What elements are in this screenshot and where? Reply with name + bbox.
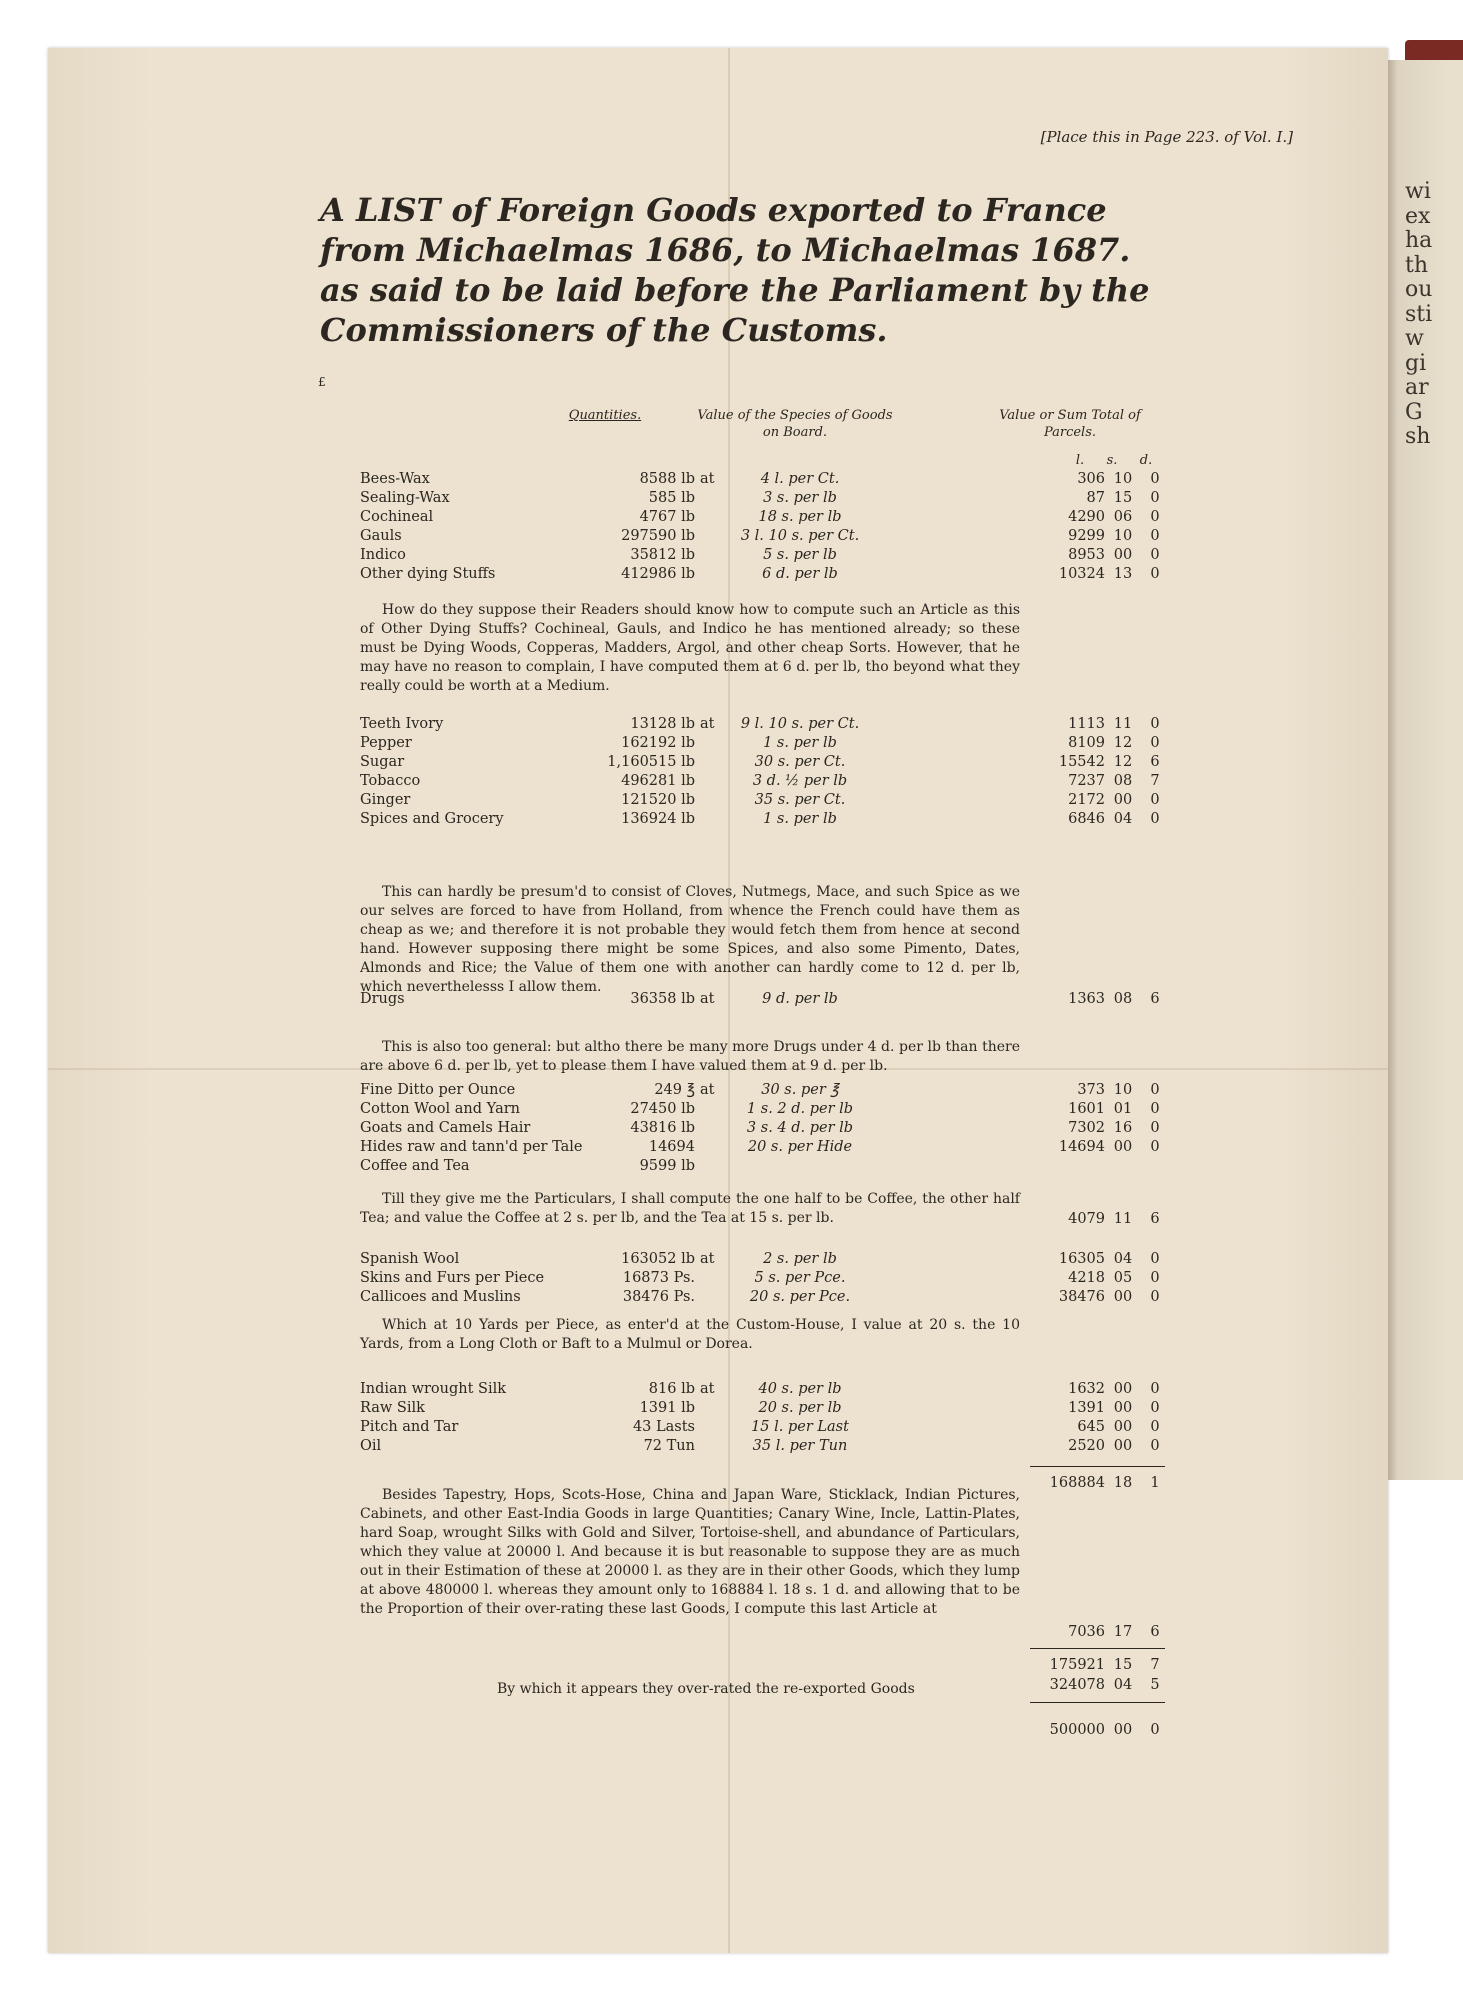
- cell-d: 0: [1150, 471, 1160, 487]
- cell-name: Skins and Furs per Piece: [360, 1270, 545, 1286]
- cell-qty: 27450 lb: [630, 1101, 695, 1117]
- cell-qty: 1,160515 lb: [607, 754, 695, 770]
- cell-name: Raw Silk: [360, 1400, 425, 1416]
- cell-qty: 1391 lb: [639, 1400, 695, 1416]
- cell-rate: 3 s. per lb: [763, 490, 837, 506]
- cell-s: 12: [1113, 735, 1133, 751]
- paragraph-spices: This can hardly be presum'd to consist of Cloves, Nutmegs, Mace, and such Spice as we our selves are forced to have from Holland, from whence the French could have them as cheap as we; and therefore it is not probable they would fetch them from hence at second hand. However supposing there might be some Spices, and also some Pimento, Dates, Almonds and Rice; the Value of them one with another can hardly come to 12 d. per lb, which neverthelesss I allow them.: [360, 884, 1020, 995]
- overrated-row: 324078 04 5: [1049, 1677, 1160, 1693]
- table-row: [360, 1081, 1170, 1100]
- paragraph-dying-stuffs: How do they suppose their Readers should know how to compute such an Article as this of Other Dying Stuffs? Cochineal, Gauls, and Indico he has mentioned already; so these must be Dying Woods, Copperas, Madders, Argol, and other cheap Sorts. However, that he may have no reason to complain, I have computed them at 6 d. per lb, tho beyond what they really could be worth at a Medium.: [360, 602, 1020, 694]
- subtotal-row: 168884 18 1: [1049, 1475, 1160, 1491]
- cell-d: 0: [1150, 566, 1160, 582]
- cell-qty: 585 lb: [648, 490, 695, 506]
- table-row: [360, 1418, 1170, 1437]
- cell-d: 0: [1150, 547, 1160, 563]
- header-pounds: l.: [1075, 453, 1085, 468]
- cell-qty: 496281 lb: [621, 773, 695, 789]
- cell-name: Callicoes and Muslins: [360, 1289, 521, 1305]
- table-row: [360, 1157, 1170, 1176]
- cell-rate: 9 d. per lb: [762, 991, 838, 1007]
- cell-rate: 3 d. ½ per lb: [752, 773, 848, 789]
- cell-s: 15: [1113, 490, 1133, 506]
- cell-qty: 4767 lb: [639, 509, 695, 525]
- cell-l: 7237: [1068, 773, 1105, 789]
- cell-s: 00: [1113, 1139, 1133, 1155]
- cell-s: 08: [1113, 773, 1133, 789]
- cell-s: 05: [1113, 1270, 1133, 1286]
- cell-s: 16: [1113, 1120, 1133, 1136]
- table-row: [360, 546, 1170, 565]
- cell-name: Goats and Camels Hair: [360, 1120, 531, 1136]
- cell-d: 0: [1150, 1082, 1160, 1098]
- grand-total-row: 500000 00 0: [1049, 1722, 1160, 1738]
- cell-d: 0: [1150, 716, 1160, 732]
- cell-rate: 3 s. 4 d. per lb: [746, 1120, 854, 1136]
- cell-name: Pepper: [360, 735, 412, 751]
- table-row: [360, 1119, 1170, 1138]
- cell-name: Oil: [360, 1438, 382, 1454]
- header-shillings: s.: [1106, 453, 1118, 468]
- cell-l: 1632: [1068, 1381, 1105, 1397]
- table-row: [360, 1288, 1170, 1307]
- cell-rate: 35 s. per Ct.: [754, 792, 846, 808]
- header-quantities: Quantities.: [568, 408, 642, 423]
- cell-name: Coffee and Tea: [360, 1158, 470, 1174]
- cell-s: 00: [1113, 1419, 1133, 1435]
- cell-d: 0: [1150, 1289, 1160, 1305]
- cell-at: at: [700, 1381, 715, 1397]
- adjacent-page-word: wi: [1405, 179, 1431, 204]
- cell-s: 10: [1113, 528, 1133, 544]
- cell-s: 04: [1113, 1251, 1133, 1267]
- cell-l: 8953: [1068, 547, 1105, 563]
- cell-name: Ginger: [360, 792, 411, 808]
- cell-s: 00: [1113, 1438, 1133, 1454]
- cell-qty: 162192 lb: [621, 735, 695, 751]
- cell-qty: 297590 lb: [621, 528, 695, 544]
- last-article-row: 7036 17 6: [1068, 1624, 1160, 1640]
- cell-qty: 35812 lb: [630, 547, 695, 563]
- cell-l: 38476: [1058, 1289, 1105, 1305]
- cell-rate: 3 l. 10 s. per Ct.: [740, 528, 860, 544]
- cell-l: 2172: [1068, 792, 1105, 808]
- paragraph-other-goods: Besides Tapestry, Hops, Scots-Hose, China and Japan Ware, Sticklack, Indian Pictures, Cabinets, and other East-India Goods in large Quantities; Canary Wine, Incle, Lattin-Plates, hard Soap, wrought Silks with Gold and Silver, Tortoise-shell, and abundance of Particulars, which they value at 20000 l. And because it is but reasonable to suppose they are as much out in their Estimation of these at 20000 l. as they are in their other Goods, which they lump at above 480000 l. whereas they amount only to 168884 l. 18 s. 1 d. and allowing that to be the Proportion of their over-rating these last Goods, I compute this last Article at: [360, 1487, 1020, 1617]
- adjacent-page-word: ar: [1405, 375, 1429, 400]
- table-row: [360, 508, 1170, 527]
- table-row: [360, 565, 1170, 584]
- table-row: [360, 1250, 1170, 1269]
- table-row: [360, 734, 1170, 753]
- cell-qty: 72 Tun: [643, 1438, 695, 1454]
- table-row: [360, 1399, 1170, 1418]
- cell-s: 00: [1113, 792, 1133, 808]
- cell-name: Indico: [360, 547, 406, 563]
- adjacent-page-word: th: [1405, 252, 1429, 278]
- cell-l: 8109: [1068, 735, 1105, 751]
- cell-at: at: [700, 1251, 715, 1267]
- cell-rate: 30 s. per Ct.: [754, 754, 846, 770]
- cell-rate: 18 s. per lb: [758, 509, 842, 525]
- total-row: 175921 15 7: [1049, 1657, 1160, 1673]
- cell-s: 10: [1113, 1082, 1133, 1098]
- adjacent-page-word: sti: [1405, 301, 1433, 327]
- paragraph-callicoes: Which at 10 Yards per Piece, as enter'd at the Custom-House, I value at 20 s. the 10 Yards, from a Long Cloth or Baft to a Mulmul or Dorea.: [360, 1317, 1020, 1352]
- cell-s: 11: [1113, 716, 1133, 732]
- adjacent-page-word: G: [1405, 399, 1423, 425]
- table-row: [360, 791, 1170, 810]
- table-row: [360, 772, 1170, 791]
- adjacent-page-word: ou: [1405, 277, 1433, 302]
- table-row: [360, 470, 1170, 489]
- cell-name: Teeth Ivory: [360, 716, 444, 732]
- adjacent-page-word: w: [1405, 326, 1424, 351]
- sum-rule: [1030, 1702, 1165, 1703]
- cell-name: Hides raw and tann'd per Tale: [360, 1139, 583, 1155]
- cell-name: Other dying Stuffs: [360, 566, 496, 582]
- table-row: [360, 1380, 1170, 1399]
- cell-d: 0: [1150, 1270, 1160, 1286]
- table-row: [360, 1100, 1170, 1119]
- table-row: [360, 810, 1170, 829]
- cell-qty: 43 Lasts: [632, 1419, 695, 1435]
- cell-d: 0: [1150, 792, 1160, 808]
- cell-rate: 20 s. per Hide: [747, 1139, 853, 1155]
- cell-at: at: [700, 471, 715, 487]
- table-row: [360, 753, 1170, 772]
- cell-l: 9299: [1068, 528, 1105, 544]
- cell-at: at: [700, 991, 715, 1007]
- cell-l: 4218: [1068, 1270, 1105, 1286]
- cell-rate: 2 s. per lb: [763, 1251, 837, 1267]
- adjacent-page-word: ex: [1405, 203, 1431, 229]
- cell-at: at: [700, 1082, 715, 1098]
- cell-d: 0: [1150, 1400, 1160, 1416]
- cell-s: 04: [1113, 811, 1133, 827]
- cell-name: Spices and Grocery: [360, 811, 504, 827]
- cell-at: at: [700, 716, 715, 732]
- cell-d: 0: [1150, 811, 1160, 827]
- sum-rule: [1030, 1466, 1165, 1467]
- cell-rate: 1 s. per lb: [763, 811, 837, 827]
- margin-mark: £: [318, 375, 326, 389]
- cell-qty: 9599 lb: [639, 1158, 695, 1174]
- cell-s: 00: [1113, 547, 1133, 563]
- adjacent-page-word: sh: [1405, 424, 1431, 449]
- cell-l: 15542: [1058, 754, 1105, 770]
- cell-rate: 30 s. per ℥: [761, 1082, 839, 1098]
- paragraph-drugs: This is also too general: but altho there be many more Drugs under 4 d. per lb than there are above 6 d. per lb, yet to please them I have valued them at 9 d. per lb.: [360, 1039, 1020, 1074]
- table-row: [360, 1138, 1170, 1157]
- cell-l: 7302: [1068, 1120, 1105, 1136]
- cell-qty: 16873 Ps.: [622, 1270, 695, 1286]
- cell-d: 0: [1150, 490, 1160, 506]
- cell-name: Sealing-Wax: [360, 490, 450, 506]
- cell-d: 0: [1150, 1139, 1160, 1155]
- sum-rule: [1030, 1648, 1165, 1649]
- cell-l: 1113: [1068, 716, 1105, 732]
- cell-l: 6846: [1068, 811, 1105, 827]
- cell-l: 373: [1077, 1082, 1105, 1098]
- table-row: [360, 1437, 1170, 1456]
- page-title: A LIST of Foreign Goods exported to France from Michaelmas 1686, to Michaelmas 1687. as said to be laid before the Parliament by the Commissioners of the Customs.: [320, 191, 1150, 349]
- table-row: [360, 527, 1170, 546]
- cell-qty: 38476 Ps.: [622, 1289, 695, 1305]
- adjacent-page-text: [1405, 180, 1432, 450]
- cell-s: 06: [1113, 509, 1133, 525]
- cell-d: 0: [1150, 509, 1160, 525]
- cell-rate: 40 s. per lb: [758, 1381, 842, 1397]
- book-spine: [1405, 40, 1463, 62]
- cell-rate: 9 l. 10 s. per Ct.: [740, 716, 860, 732]
- cell-s: 12: [1113, 754, 1133, 770]
- coffee-tea-total: 4079 11 6: [1068, 1211, 1160, 1227]
- cell-rate: 15 l. per Last: [751, 1419, 849, 1435]
- cell-rate: 20 s. per lb: [758, 1400, 842, 1416]
- cell-name: Bees-Wax: [360, 471, 430, 487]
- cell-qty: 36358 lb: [630, 991, 695, 1007]
- cell-name: Spanish Wool: [360, 1251, 460, 1267]
- place-note: [Place this in Page 223. of Vol. I.]: [1040, 128, 1293, 146]
- cell-qty: 412986 lb: [621, 566, 695, 582]
- cell-l: 1601: [1068, 1101, 1105, 1117]
- paragraph-coffee-tea: Till they give me the Particulars, I shall compute the one half to be Coffee, the other half Tea; and value the Coffee at 2 s. per lb, and the Tea at 15 s. per lb.: [360, 1191, 1020, 1226]
- cell-s: 00: [1113, 1289, 1133, 1305]
- cell-s: 13: [1113, 566, 1133, 582]
- cell-name: Gauls: [360, 528, 402, 544]
- cell-l: 14694: [1058, 1139, 1105, 1155]
- header-pence: d.: [1139, 453, 1153, 468]
- cell-name: Cochineal: [360, 509, 434, 525]
- header-value-total: Value or Sum Total of Parcels.: [999, 408, 1141, 440]
- cell-l: 10324: [1058, 566, 1105, 582]
- table-row: [360, 715, 1170, 734]
- cell-name: Fine Ditto per Ounce: [360, 1082, 516, 1098]
- cell-rate: 5 s. per lb: [763, 547, 837, 563]
- cell-qty: 136924 lb: [621, 811, 695, 827]
- cell-rate: 1 s. 2 d. per lb: [746, 1101, 854, 1117]
- cell-d: 0: [1150, 1438, 1160, 1454]
- cell-qty: 816 lb: [648, 1381, 695, 1397]
- cell-name: Indian wrought Silk: [360, 1381, 507, 1397]
- cell-name: Cotton Wool and Yarn: [360, 1101, 521, 1117]
- adjacent-page-word: ha: [1405, 228, 1433, 253]
- cell-l: 1391: [1068, 1400, 1105, 1416]
- cell-rate: 5 s. per Pce.: [754, 1270, 846, 1286]
- cell-rate: 20 s. per Pce.: [749, 1289, 851, 1305]
- cell-l: 645: [1077, 1419, 1105, 1435]
- cell-d: 0: [1150, 735, 1160, 751]
- cell-name: Pitch and Tar: [360, 1419, 459, 1435]
- cell-l: 16305: [1058, 1251, 1105, 1267]
- cell-rate: 6 d. per lb: [762, 566, 838, 582]
- cell-s: 00: [1113, 1381, 1133, 1397]
- cell-qty: 121520 lb: [621, 792, 695, 808]
- cell-rate: 1 s. per lb: [763, 735, 837, 751]
- cell-s: 01: [1113, 1101, 1133, 1117]
- cell-qty: 249 ℥: [654, 1082, 695, 1098]
- cell-l: 4290: [1068, 509, 1105, 525]
- cell-d: 0: [1150, 1419, 1160, 1435]
- overrated-statement: By which it appears they over-rated the re-exported Goods: [497, 1681, 915, 1697]
- cell-s: 10: [1113, 471, 1133, 487]
- cell-l: 2520: [1068, 1438, 1105, 1454]
- cell-qty: 14694: [648, 1139, 695, 1155]
- cell-d: 0: [1150, 1381, 1160, 1397]
- cell-d: 0: [1150, 1120, 1160, 1136]
- cell-s: 00: [1113, 1400, 1133, 1416]
- cell-d: 0: [1150, 1101, 1160, 1117]
- cell-d: 0: [1150, 528, 1160, 544]
- cell-d: 6: [1150, 991, 1160, 1007]
- header-value-species: Value of the Species of Goods on Board.: [697, 408, 893, 440]
- cell-name: Tobacco: [360, 773, 421, 789]
- cell-name: Sugar: [360, 754, 405, 770]
- cell-qty: 163052 lb: [621, 1251, 695, 1267]
- table-row: [360, 489, 1170, 508]
- cell-qty: 13128 lb: [630, 716, 695, 732]
- cell-d: 0: [1150, 1251, 1160, 1267]
- cell-qty: 8588 lb: [639, 471, 695, 487]
- table-row: [360, 1269, 1170, 1288]
- cell-l: 1363: [1068, 991, 1105, 1007]
- cell-d: 7: [1150, 773, 1160, 789]
- cell-rate: 35 l. per Tun: [752, 1438, 848, 1454]
- cell-s: 08: [1113, 991, 1133, 1007]
- cell-rate: 4 l. per Ct.: [760, 471, 840, 487]
- cell-qty: 43816 lb: [630, 1120, 695, 1136]
- adjacent-page-word: gi: [1405, 350, 1427, 376]
- cell-d: 6: [1150, 754, 1160, 770]
- cell-l: 87: [1086, 490, 1105, 506]
- cell-name: Drugs: [360, 991, 405, 1007]
- cell-l: 306: [1077, 471, 1105, 487]
